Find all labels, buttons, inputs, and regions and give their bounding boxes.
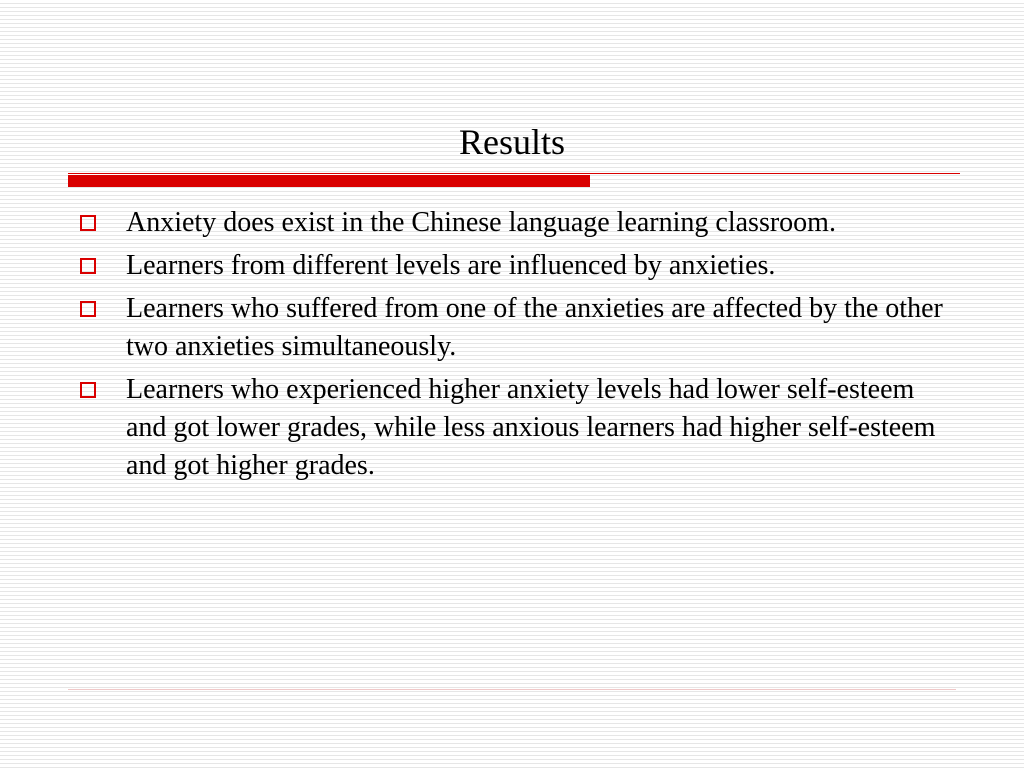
list-item [76,290,956,366]
hollow-square-bullet-icon [80,215,96,231]
footer-divider [68,689,956,690]
bullet-list [76,204,956,490]
hollow-square-bullet-icon [80,258,96,274]
bullet-text: Learners who experienced higher anxiety levels had lower self-esteem and got lower grades, while less anxious learners had higher self-esteem and got higher grades. [126,374,936,481]
hollow-square-bullet-icon [80,382,96,398]
title-underline-thin [68,173,960,174]
slide-title: Results [458,122,565,162]
hollow-square-bullet-icon [80,301,96,317]
bullet-text: Learners who suffered from one of the anxieties are affected by the other two anxieties simultaneously. [126,293,943,362]
list-item [76,204,956,242]
title-underline-thick [68,175,590,187]
list-item [76,247,956,285]
bullet-text: Learners from different levels are influenced by anxieties. [126,250,776,281]
title-underline [68,173,960,187]
bullet-text: Anxiety does exist in the Chinese language learning classroom. [126,207,836,238]
list-item [76,371,956,485]
